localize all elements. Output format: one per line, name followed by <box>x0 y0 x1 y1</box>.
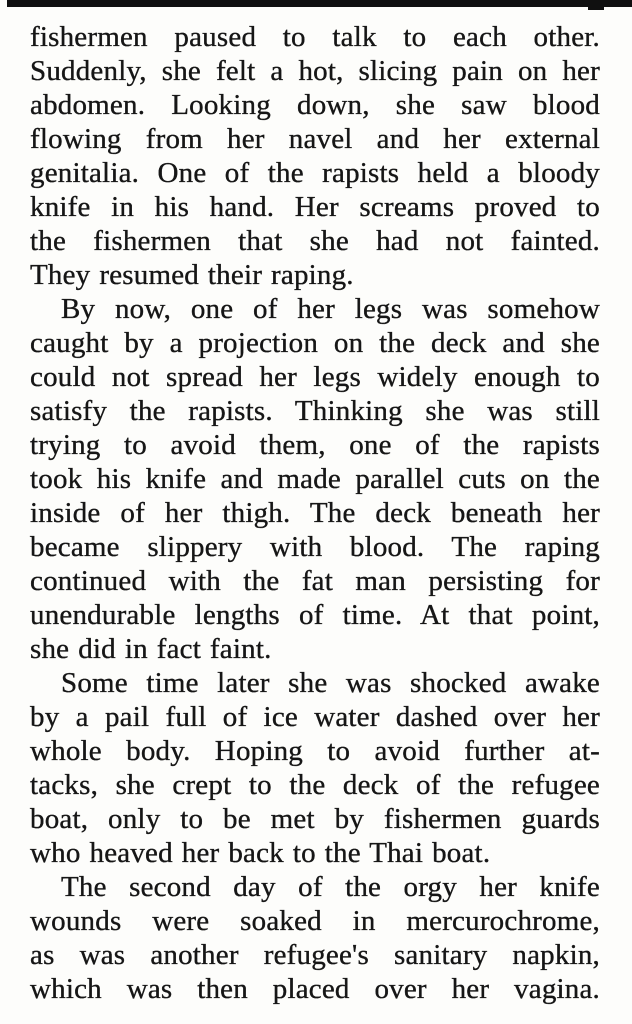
text-line: knife in his hand. Her screams proved to <box>30 191 600 223</box>
text-line: wounds were soaked in mercurochrome, <box>30 905 600 937</box>
text-line: continued with the fat man persisting for <box>30 565 600 597</box>
paragraph <box>30 20 600 292</box>
text-line: became slippery with blood. The raping <box>30 531 600 563</box>
text-line: Some time later she was shocked awake <box>61 667 600 699</box>
text-line: by a pail full of ice water dashed over her <box>30 701 600 733</box>
text-line: satisfy the rapists. Thinking she was still <box>30 395 600 427</box>
text-line: caught by a projection on the deck and she <box>30 327 600 359</box>
text-line: inside of her thigh. The deck beneath her <box>30 497 600 529</box>
text-line: abdomen. Looking down, she saw blood <box>30 89 600 121</box>
text-line: The second day of the orgy her knife <box>61 871 600 903</box>
paragraph <box>30 292 600 666</box>
text-line: who heaved her back to the Thai boat. <box>30 837 491 869</box>
text-line: They resumed their raping. <box>30 259 354 291</box>
text-line: unendurable lengths of time. At that point, <box>30 599 600 631</box>
scan-artifact-ink-blob <box>588 5 604 10</box>
text-line: By now, one of her legs was somehow <box>61 293 600 325</box>
text-line: Suddenly, she felt a hot, slicing pain on her <box>30 55 600 87</box>
text-line: she did in fact faint. <box>30 633 272 665</box>
text-line: which was then placed over her vagina. <box>30 973 600 1005</box>
text-line: as was another refugee's sanitary napkin, <box>30 939 600 971</box>
text-line: took his knife and made parallel cuts on the <box>30 463 600 495</box>
text-line: trying to avoid them, one of the rapists <box>30 429 600 461</box>
paragraph <box>30 870 600 1006</box>
text-line: fishermen paused to talk to each other. <box>30 21 600 53</box>
paragraph <box>30 666 600 870</box>
text-line: flowing from her navel and her external <box>30 123 600 155</box>
text-line: whole body. Hoping to avoid further at- <box>30 735 600 767</box>
text-line: tacks, she crept to the deck of the refugee <box>30 769 600 801</box>
scan-artifact-top-bar <box>7 0 632 7</box>
text-line: genitalia. One of the rapists held a bloody <box>30 157 600 189</box>
text-line: could not spread her legs widely enough to <box>30 361 600 393</box>
text-line: boat, only to be met by fishermen guards <box>30 803 600 835</box>
page-text <box>30 20 600 1006</box>
text-line: the fishermen that she had not fainted. <box>30 225 600 257</box>
